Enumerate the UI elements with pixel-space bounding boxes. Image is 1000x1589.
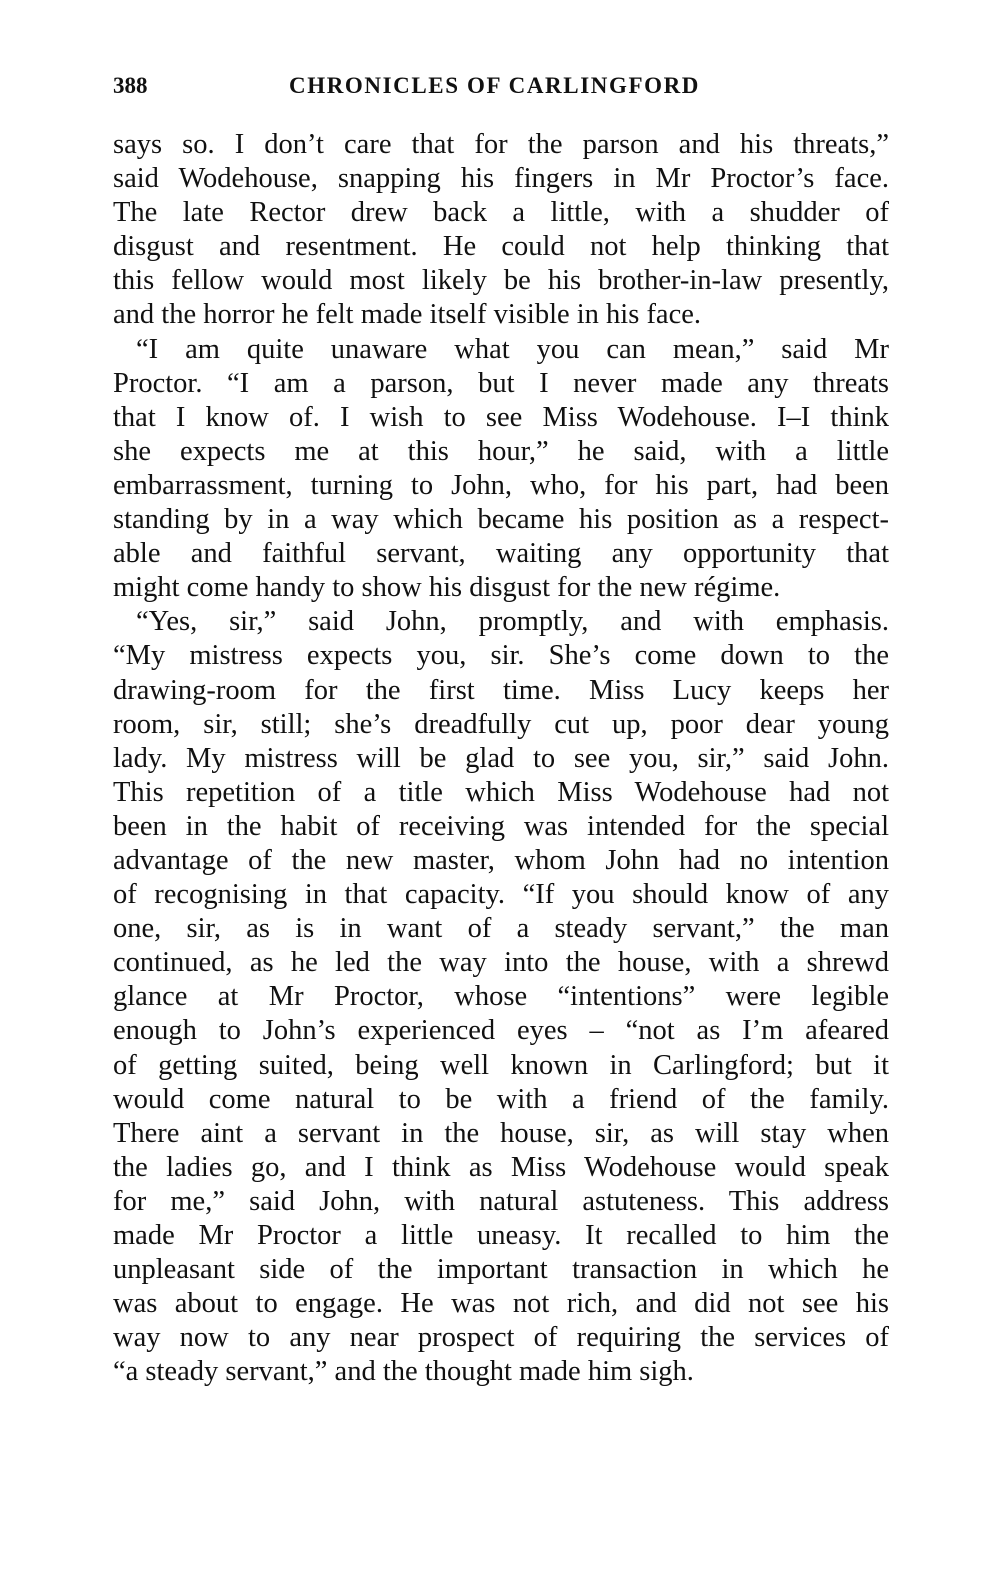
text-line: made Mr Proctor a little uneasy. It recalled to him the — [113, 1220, 889, 1251]
text-line: “Yes, sir,” said John, promptly, and with emphasis. — [136, 606, 889, 638]
text-line: embarrassment, turning to John, who, for his part, had been — [113, 469, 889, 501]
text-line: disgust and resentment. He could not help thinking that — [113, 231, 889, 263]
text-line: room, sir, still; she’s dreadfully cut up, poor dear young — [113, 708, 889, 740]
text-line: this fellow would most likely be his brother-in-law presently, — [113, 265, 889, 297]
text-line: “a steady servant,” and the thought made him sigh. — [113, 1356, 694, 1388]
page-header — [113, 64, 889, 108]
text-line: way now to any near prospect of requiring the services of — [113, 1322, 889, 1354]
text-line: of recognising in that capacity. “If you should know of any — [113, 879, 889, 911]
text-line: been in the habit of receiving was intended for the special — [113, 810, 889, 842]
text-line: advantage of the new master, whom John had no intention — [113, 844, 889, 876]
text-line: might come handy to show his disgust for the new régime. — [113, 572, 781, 604]
body-text — [113, 128, 889, 1389]
book-page — [113, 64, 889, 1389]
text-line: one, sir, as is in want of a steady servant,” the man — [113, 913, 889, 945]
text-line: lady. My mistress will be glad to see you, sir,” said John. — [113, 742, 889, 774]
text-line: This repetition of a title which Miss Wodehouse had not — [113, 776, 889, 808]
text-line: she expects me at this hour,” he said, with a little — [113, 435, 889, 467]
text-line: drawing-room for the first time. Miss Lucy keeps her — [113, 674, 889, 706]
text-line: of getting suited, being well known in Carlingford; but it — [113, 1049, 889, 1081]
text-line: glance at Mr Proctor, whose “intentions” were legible — [113, 981, 889, 1013]
text-line: “My mistress expects you, sir. She’s come down to the — [113, 640, 889, 672]
text-line: The late Rector drew back a little, with a shudder of — [113, 197, 889, 229]
text-line: standing by in a way which became his position as a respect- — [113, 504, 889, 536]
text-line: the ladies go, and I think as Miss Wodehouse would speak — [113, 1151, 889, 1183]
text-line: continued, as he led the way into the house, with a shrewd — [113, 947, 889, 979]
text-line: enough to John’s experienced eyes – “not as I’m afeared — [113, 1015, 889, 1047]
page-number: 388 — [113, 73, 148, 98]
text-line: unpleasant side of the important transaction in which he — [113, 1254, 889, 1286]
text-line: and the horror he felt made itself visible in his face. — [113, 299, 702, 331]
text-line: was about to engage. He was not rich, and did not see his — [113, 1288, 889, 1320]
text-line: for me,” said John, with natural astuteness. This address — [113, 1185, 889, 1217]
text-line: able and faithful servant, waiting any opportunity that — [113, 538, 889, 570]
text-line: Proctor. “I am a parson, but I never made any threats — [113, 367, 889, 399]
text-line: says so. I don’t care that for the parson and his threats,” — [113, 129, 889, 160]
text-line: There aint a servant in the house, sir, as will stay when — [113, 1117, 889, 1149]
running-title: CHRONICLES OF CARLINGFORD — [289, 73, 701, 98]
text-line: said Wodehouse, snapping his fingers in Mr Proctor’s face. — [113, 163, 889, 195]
text-line: that I know of. I wish to see Miss Wodehouse. I–I think — [113, 401, 889, 433]
text-line: “I am quite unaware what you can mean,” said Mr — [136, 333, 889, 365]
text-line: would come natural to be with a friend of the family. — [113, 1083, 889, 1115]
